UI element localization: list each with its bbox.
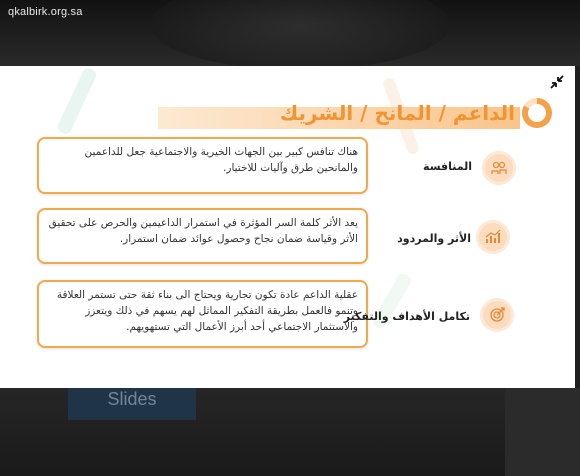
decorative-stroke bbox=[56, 66, 98, 135]
site-watermark: qkalbirk.org.sa bbox=[8, 6, 83, 18]
growth-chart-icon bbox=[476, 220, 510, 254]
background-bottom-panel bbox=[505, 388, 580, 476]
card-text: يعد الأثر كلمة السر المؤثرة في استمرار الداعيمين والحرص على تحقيق الأثر وقياسة ضمان نجاح وحصول عوائد ضمان استمرار. bbox=[48, 217, 358, 245]
description-card bbox=[37, 137, 368, 194]
people-competition-icon bbox=[482, 151, 516, 185]
item-label: تكامل الأهداف والتفكير bbox=[343, 310, 470, 323]
collapse-icon[interactable] bbox=[546, 74, 568, 96]
progress-ring-icon bbox=[522, 98, 552, 128]
card-text: هناك تنافس كبير بين الجهات الخيرية والاجتماعية جعل للداعمين والمانحين طرق وآليات للاختيار. bbox=[84, 146, 358, 174]
slide-title: الداعم / المانح / الشريك bbox=[279, 101, 515, 125]
item-label: المنافسة bbox=[423, 160, 472, 173]
slides-button[interactable]: Slides bbox=[68, 378, 196, 420]
card-text: عقلية الداعم عادة تكون تجارية ويحتاج الى بناء ثقة حتى تستمر العلاقة وتنمو فالعمل بطريقة التفكير المماثل لهم يسهم في ذلك ويتعزز والاستثمار الاجتماعي أحد أبرز الأعمال التي تستهويهم. bbox=[56, 289, 358, 333]
item-label: الأثر والمردود bbox=[397, 232, 471, 245]
description-card bbox=[37, 280, 368, 348]
target-goals-icon bbox=[480, 298, 514, 332]
image-lightbox bbox=[0, 66, 575, 388]
description-card bbox=[37, 208, 368, 264]
